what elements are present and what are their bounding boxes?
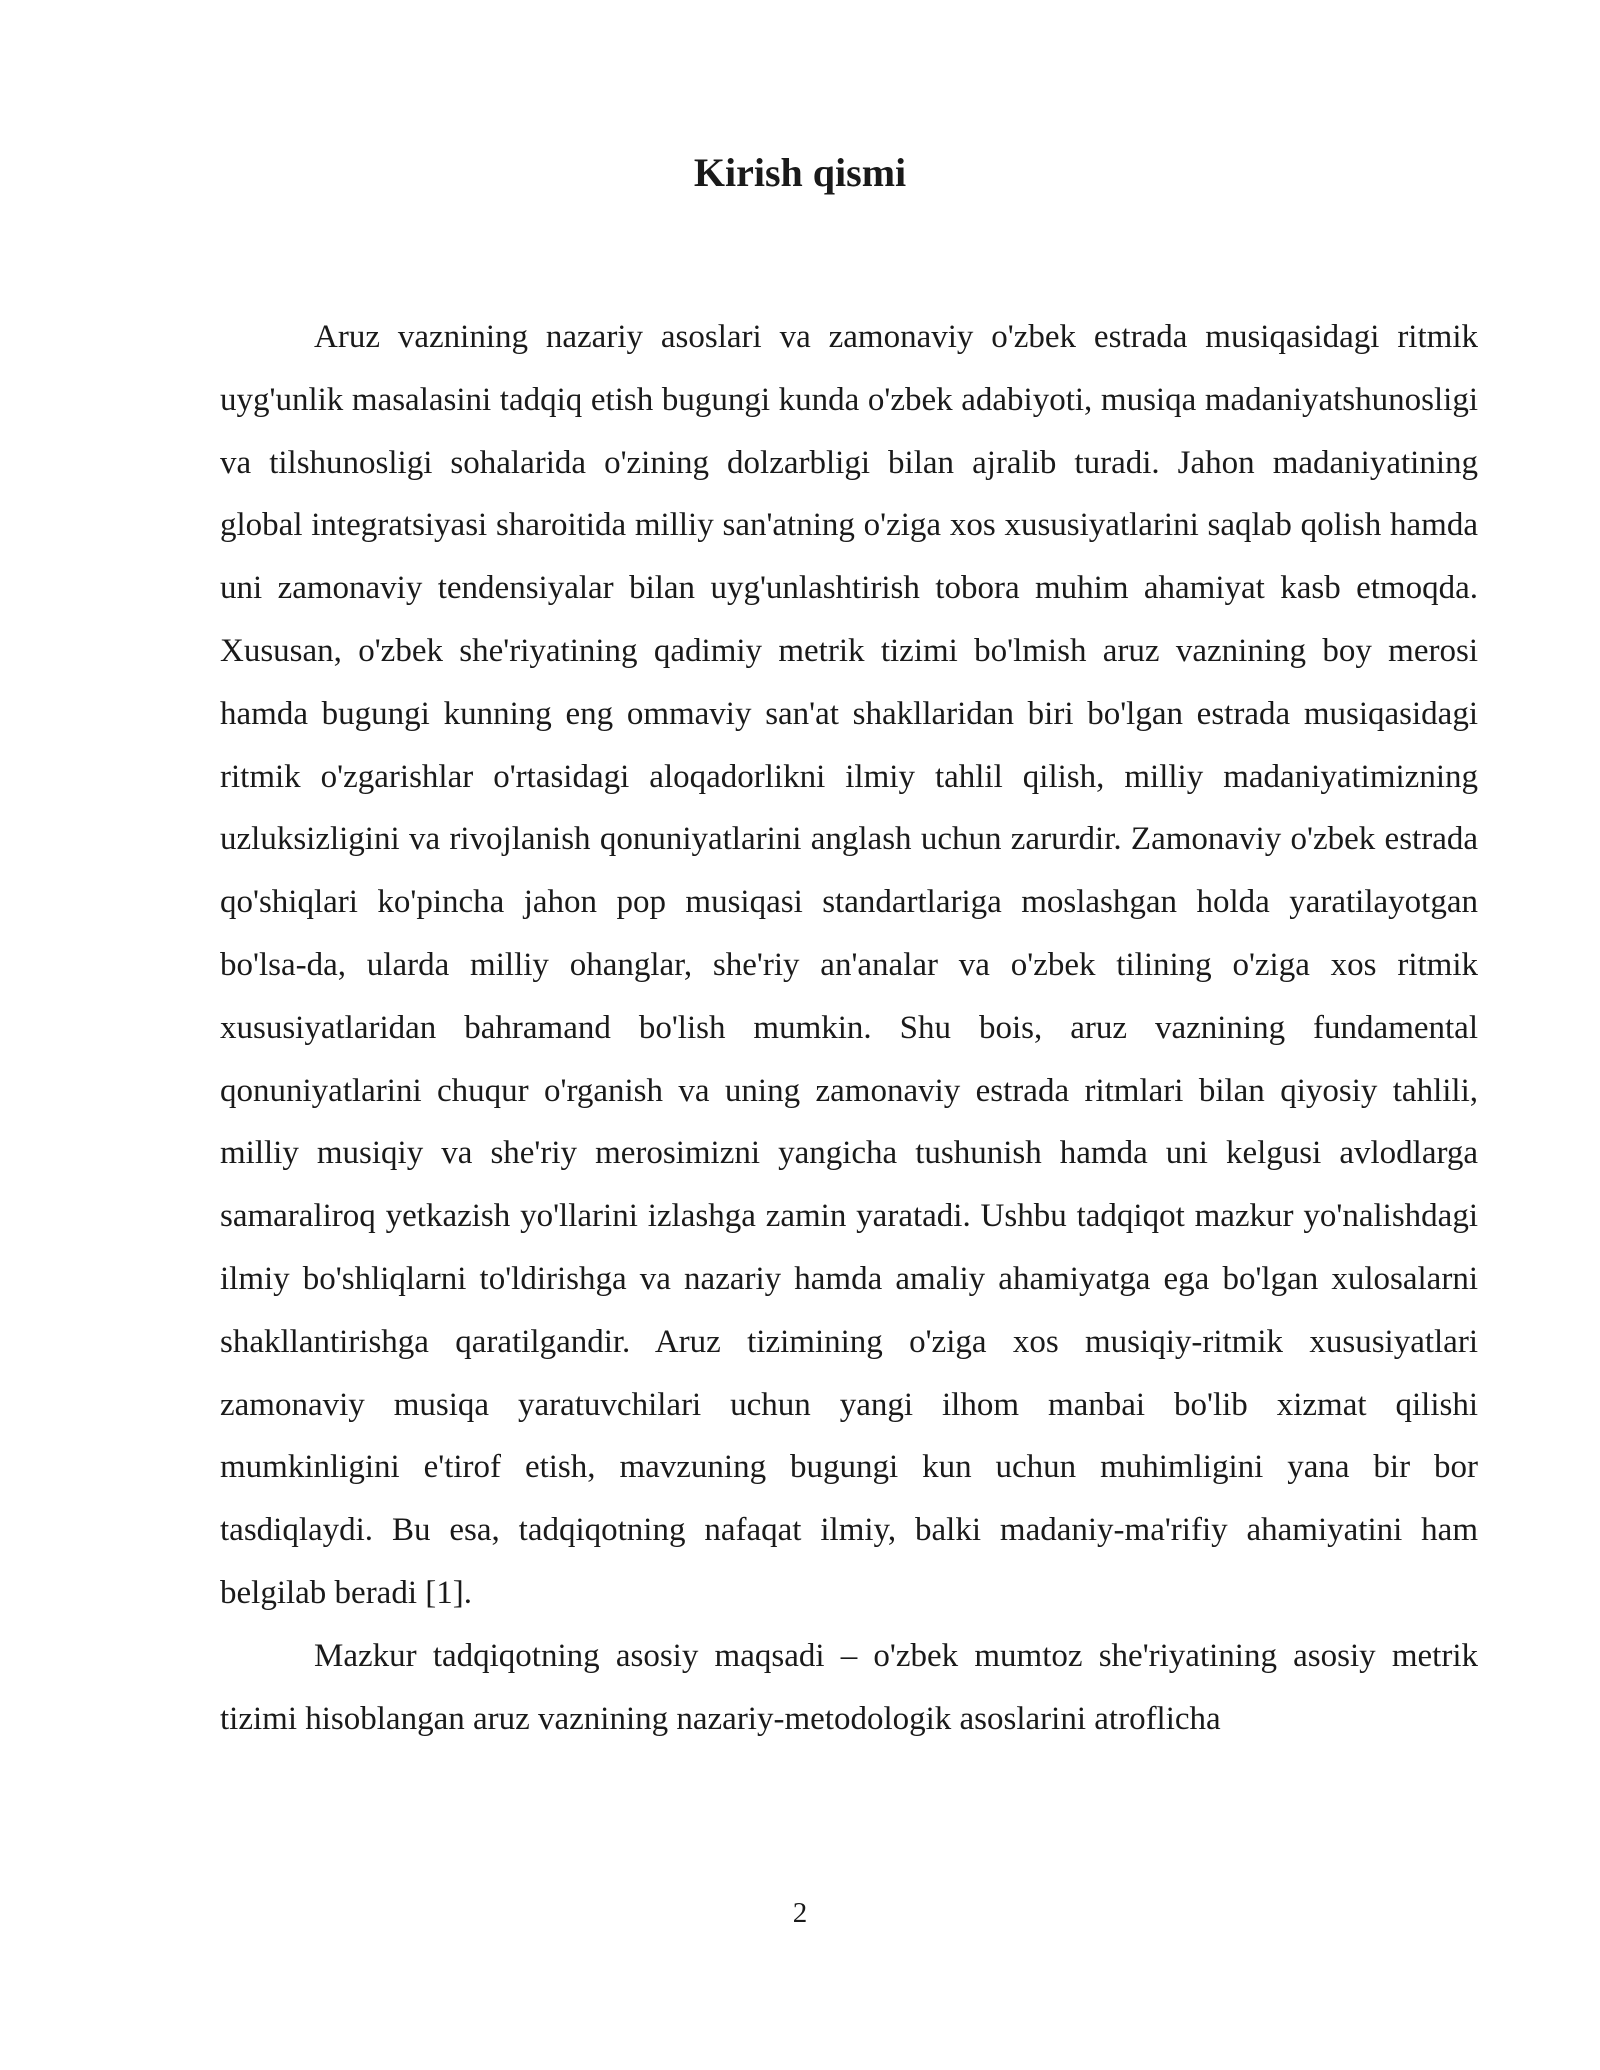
body-text <box>220 306 1478 1750</box>
paragraph-2: Mazkur tadqiqotning asosiy maqsadi – o'zbek mumtoz she'riyatining asosiy metrik tizimi hisoblangan aruz vaznining nazariy-metodologik asoslarini atroflicha <box>220 1637 1478 1737</box>
paragraph-1: Aruz vaznining nazariy asoslari va zamonaviy o'zbek estrada musiqasidagi ritmik uyg'unlik masalasini tadqiq etish bugungi kunda o'zbek adabiyoti, musiqa madaniyatshunosligi va tilshunosligi sohalarida o'zining dolzarbligi bilan ajralib turadi. Jahon madaniyatining global integratsiyasi sharoitida milliy san'atning o'ziga xos xususiyatlarini saqlab qolish hamda uni zamonaviy tendensiyalar bilan uyg'unlashtirish tobora muhim ahamiyat kasb etmoqda. Xususan, o'zbek she'riyatining qadimiy metrik tizimi bo'lmish aruz vaznining boy merosi hamda bugungi kunning eng ommaviy san'at shakllaridan biri bo'lgan estrada musiqasidagi ritmik o'zgarishlar o'rtasidagi aloqadorlikni ilmiy tahlil qilish, milliy madaniyatimizning uzluksizligini va rivojlanish qonuniyatlarini anglash uchun zarurdir. Zamonaviy o'zbek estrada qo'shiqlari ko'pincha jahon pop musiqasi standartlariga moslashgan holda yaratilayotgan bo'lsa-da, ularda milliy ohanglar, she'riy an'analar va o'zbek tilining o'ziga xos ritmik xususiyatlaridan bahramand bo'lish mumkin. Shu bois, aruz vaznining fundamental qonuniyatlarini chuqur o'rganish va uning zamonaviy estrada ritmlari bilan qiyosiy tahlili, milliy musiqiy va she'riy merosimizni yangicha tushunish hamda uni kelgusi avlodlarga samaraliroq yetkazish yo'llarini izlashga zamin yaratadi. Ushbu tadqiqot mazkur yo'nalishdagi ilmiy bo'shliqlarni to'ldirishga va nazariy hamda amaliy ahamiyatga ega bo'lgan xulosalarni shakllantirishga qaratilgandir. Aruz tizimining o'ziga xos musiqiy-ritmik xususiyatlari zamonaviy musiqa yaratuvchilari uchun yangi ilhom manbai bo'lib xizmat qilishi mumkinligini e'tirof etish, mavzuning bugungi kun uchun muhimligini yana bir bor tasdiqlaydi. Bu esa, tadqiqotning nafaqat ilmiy, balki madaniy-ma'rifiy ahamiyatini ham belgilab beradi [1]. <box>220 319 1478 1611</box>
section-title: Kirish qismi <box>693 150 907 195</box>
page-number: 2 <box>792 1897 808 1929</box>
